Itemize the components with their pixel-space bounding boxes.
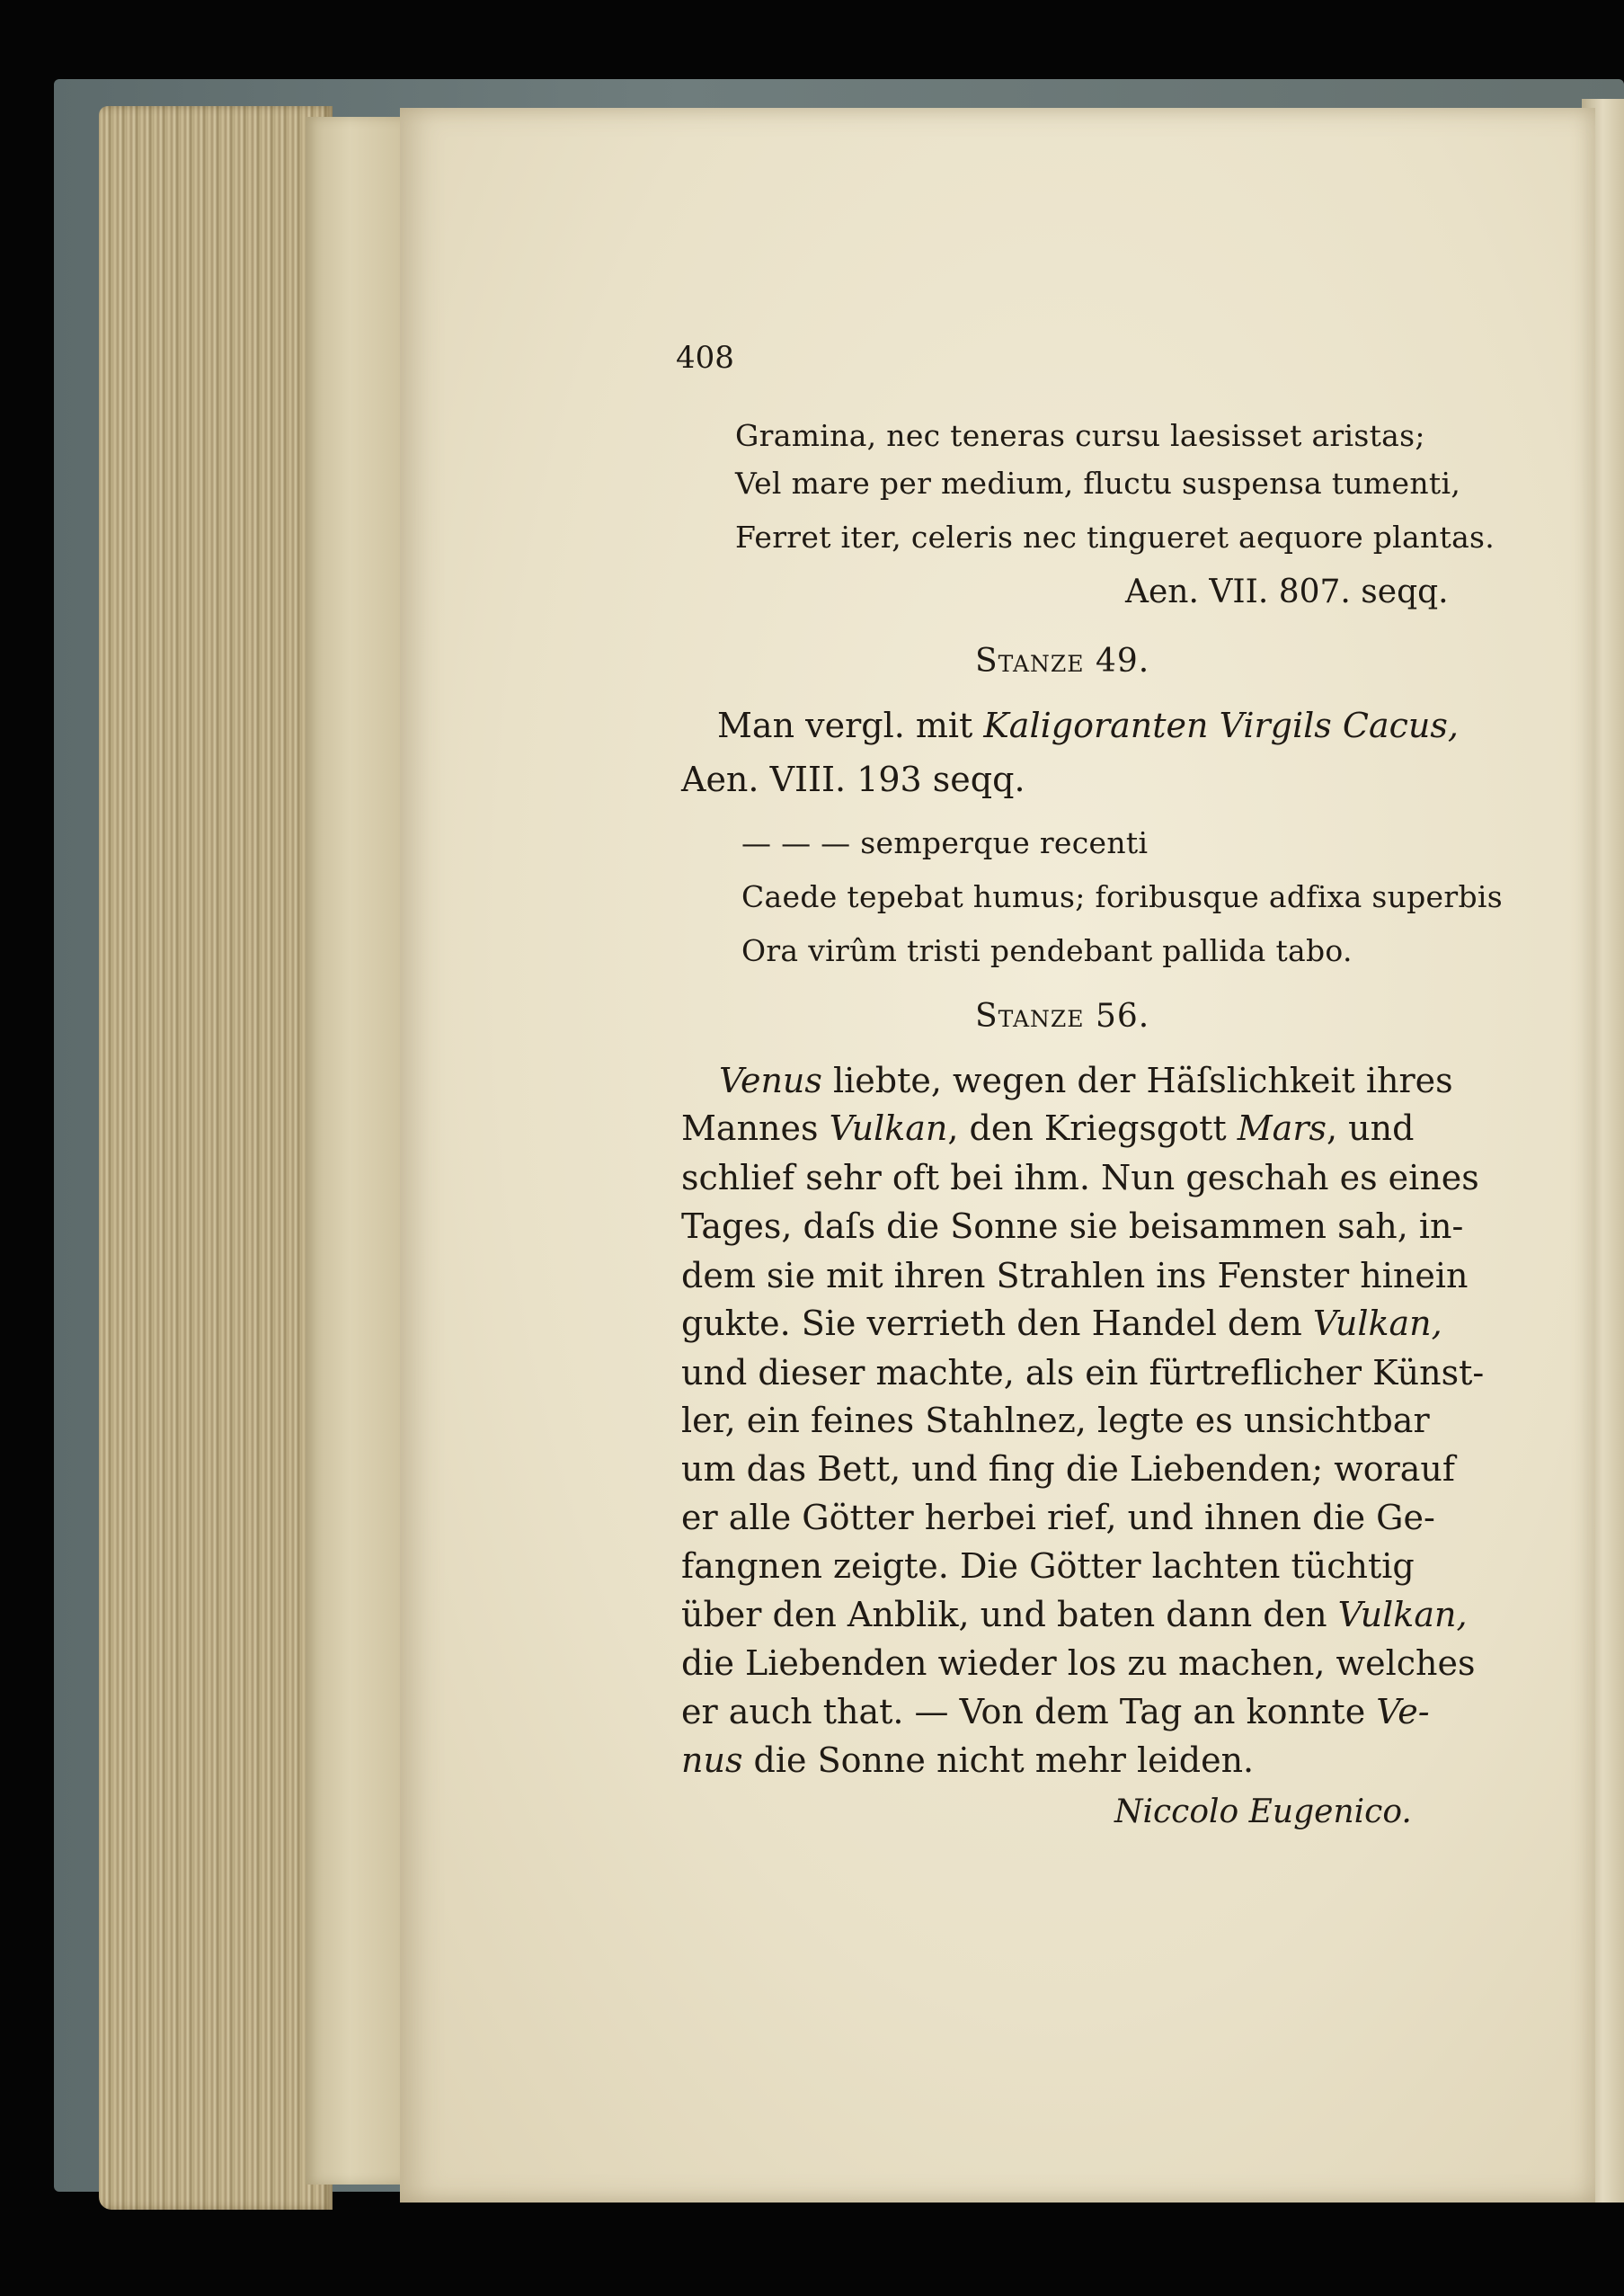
body-line: Tages, daſs die Sonne sie beisammen sah, in- [681,1206,1464,1246]
body-line [681,1740,1254,1780]
latin-line: — — — semperque recenti [741,825,1149,860]
stanza-heading: Stanze 56. [975,998,1150,1035]
text-run: er auch that. — Von dem Tag an konnte [681,1692,1377,1731]
text-run: Mannes [681,1108,830,1148]
page-number: 408 [676,340,734,376]
latin-line: Vel mare per medium, fluctu suspensa tumenti, [735,466,1461,501]
body-line [717,706,1459,745]
body-line [681,1692,1430,1731]
text-run-italic: Mars [1237,1108,1327,1148]
text-run: gukte. Sie verrieth den Handel dem [681,1304,1313,1343]
signature: Niccolo Eugenico. [1114,1793,1412,1830]
body-line: schlief sehr oft bei ihm. Nun geschah es eines [681,1158,1479,1197]
text-run: liebte, wegen der Häſslichkeit ihres [821,1061,1453,1100]
body-line [681,1304,1442,1343]
body-line [681,1108,1414,1148]
text-run-italic: Venus [719,1061,822,1100]
page-gutter [306,117,404,2185]
body-line: er alle Götter herbei rief, und ihnen die Ge- [681,1498,1435,1537]
text-run-italic: Vulkan, [1312,1304,1442,1343]
text-run: über den Anblik, und baten dann den [681,1595,1338,1634]
text-run: die Sonne nicht mehr leiden. [742,1740,1255,1780]
text-run-italic: Vulkan, [1337,1595,1468,1634]
latin-line: Ora virûm tristi pendebant pallida tabo. [741,933,1353,968]
page-edges-stack [99,106,333,2210]
text-run-italic: Vulkan [829,1108,948,1148]
text-run: , und [1327,1108,1415,1148]
reference: Aen. VII. 807. seqq. [1125,574,1449,610]
body-line: um das Bett, und fing die Liebenden; worauf [681,1449,1455,1489]
text-run-italic: Ve- [1376,1692,1430,1731]
latin-line: Gramina, nec teneras cursu laesisset aristas; [735,418,1425,453]
latin-line: Ferret iter, celeris nec tingueret aequore plantas. [735,520,1495,555]
text-run: , den Kriegsgott [947,1108,1238,1148]
body-line [719,1061,1453,1100]
body-line: Aen. VIII. 193 seqq. [681,760,1025,799]
stanza-heading: Stanze 49. [975,643,1150,680]
text-run-italic: nus [681,1740,743,1780]
body-line: und dieser machte, als ein fürtreflicher Künst- [681,1353,1485,1393]
body-line: ler, ein feines Stahlnez, legte es unsichtbar [681,1401,1430,1440]
text-run: Man vergl. mit [717,706,984,745]
body-line: die Liebenden wieder los zu machen, welches [681,1643,1476,1683]
latin-line: Caede tepebat humus; foribusque adfixa superbis [741,879,1503,914]
body-line: dem sie mit ihren Strahlen ins Fenster hinein [681,1256,1469,1295]
body-line [681,1595,1468,1634]
text-run-italic: Kaligoranten Virgils Cacus, [983,706,1459,745]
body-line: fangnen zeigte. Die Götter lachten tüchtig [681,1546,1415,1586]
